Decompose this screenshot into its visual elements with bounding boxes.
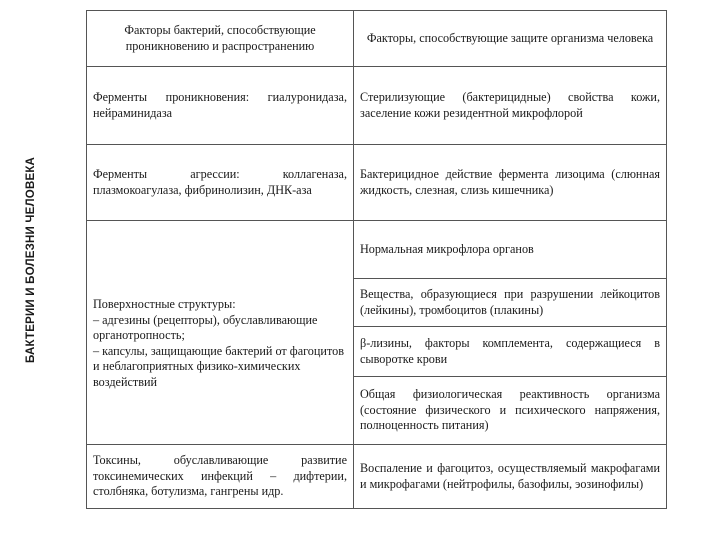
- side-label-text: БАКТЕРИИ И БОЛЕЗНИ ЧЕЛОВЕКА: [25, 156, 37, 364]
- cell-surface-structures: [87, 221, 354, 445]
- table-row: [87, 221, 667, 279]
- cell-skin-properties: Стерилизующие (бактерицидные) свойства кожи, заселение кожи резидентной микрофлорой: [354, 67, 667, 145]
- cell-penetration-enzymes: Ферменты проникновения: гиалуронидаза, нейраминидаза: [87, 67, 354, 145]
- cell-normal-microflora: Нормальная микрофлора органов: [354, 221, 667, 279]
- table-row: [87, 67, 667, 145]
- cell-beta-lysins: β-лизины, факторы комплемента, содержащиеся в сыворотке крови: [354, 327, 667, 377]
- surface-structures-title: Поверхностные структуры:: [93, 297, 236, 311]
- cell-aggression-enzymes: Ферменты агрессии: коллагеназа, плазмокоагулаза, фибринолизин, ДНК-аза: [87, 145, 354, 221]
- surface-structures-item-adhesins: – адгезины (рецепторы), обуславливающие органотропность;: [93, 312, 318, 342]
- table-row: [87, 145, 667, 221]
- cell-reactivity: Общая физиологическая реактивность организма (состояние физического и психического напряжения, полноценность питания): [354, 377, 667, 445]
- table-row: [87, 445, 667, 509]
- cell-lysozyme: Бактерицидное действие фермента лизоцима (слюнная жидкость, слезная, слизь кишечника): [354, 145, 667, 221]
- factors-table: [86, 10, 667, 509]
- cell-inflammation: Воспаление и фагоцитоз, осуществляемый макрофагами и микрофагами (нейтрофилы, базофилы, эозинофилы): [354, 445, 667, 509]
- surface-structures-item-capsules: – капсулы, защищающие бактерий от фагоцитов и неблагоприятных физико-химических воздействий: [93, 343, 344, 389]
- side-label: [24, 145, 38, 375]
- cell-leukins: Вещества, образующиеся при разрушении лейкоцитов (лейкины), тромбоцитов (плакины): [354, 279, 667, 327]
- header-right: Факторы, способствующие защите организма человека: [354, 11, 667, 67]
- header-left: Факторы бактерий, способствующие проникновению и распространению: [87, 11, 354, 67]
- cell-toxins: Токсины, обуславливающие развитие токсинемических инфекций – дифтерии, столбняка, ботулизма, гангрены идр.: [87, 445, 354, 509]
- table-header-row: [87, 11, 667, 67]
